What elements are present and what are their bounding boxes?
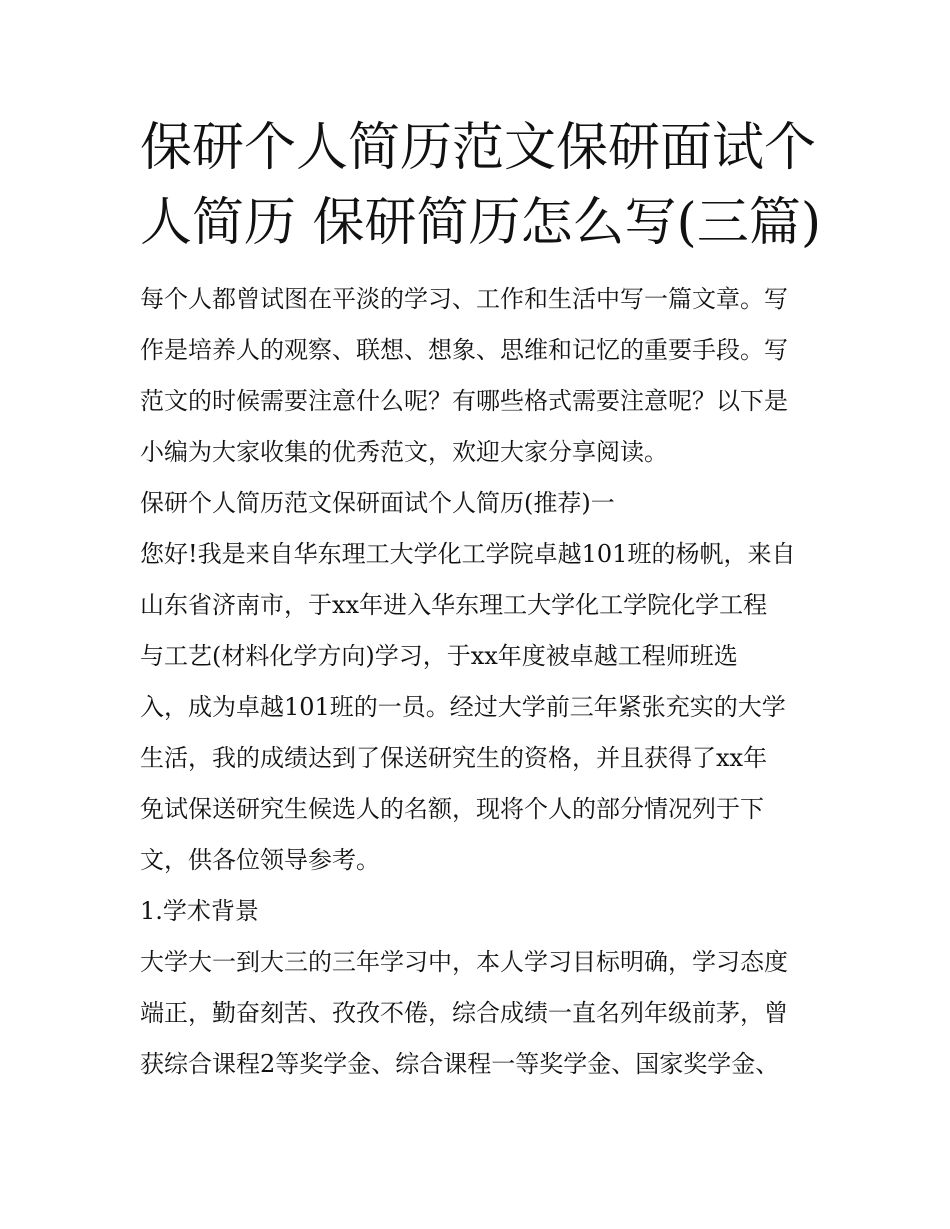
document-title-line-1: 保研个人简历范文保研面试个 — [140, 118, 817, 178]
body-line: 获综合课程2等奖学金、综合课程一等奖学金、国家奖学金、 — [140, 1050, 780, 1078]
document-title-line-2: 人简历 保研简历怎么写(三篇) — [140, 193, 822, 253]
section-heading: 1.学术背景 — [140, 897, 259, 925]
body-line: 作是培养人的观察、联想、想象、思维和记忆的重要手段。写 — [140, 336, 788, 364]
body-line: 端正，勤奋刻苦、孜孜不倦，综合成绩一直名列年级前茅，曾 — [140, 999, 788, 1027]
body-line: 与工艺(材料化学方向)学习，于xx年度被卓越工程师班选 — [140, 642, 738, 670]
body-line: 范文的时候需要注意什么呢？有哪些格式需要注意呢？以下是 — [140, 387, 788, 415]
body-line: 大学大一到大三的三年学习中，本人学习目标明确，学习态度 — [140, 948, 788, 976]
body-line: 您好!我是来自华东理工大学化工学院卓越101班的杨帆，来自 — [140, 540, 796, 568]
body-line: 入，成为卓越101班的一员。经过大学前三年紧张充实的大学 — [140, 693, 786, 721]
body-line: 文，供各位领导参考。 — [140, 846, 380, 874]
body-line: 每个人都曾试图在平淡的学习、工作和生活中写一篇文章。写 — [140, 285, 788, 313]
body-line: 免试保送研究生候选人的名额，现将个人的部分情况列于下 — [140, 795, 764, 823]
body-line: 生活，我的成绩达到了保送研究生的资格，并且获得了xx年 — [140, 744, 768, 772]
section-heading: 保研个人简历范文保研面试个人简历(推荐)一 — [140, 489, 615, 517]
body-line: 山东省济南市，于xx年进入华东理工大学化工学院化学工程 — [140, 591, 768, 619]
body-line: 小编为大家收集的优秀范文，欢迎大家分享阅读。 — [140, 438, 668, 466]
